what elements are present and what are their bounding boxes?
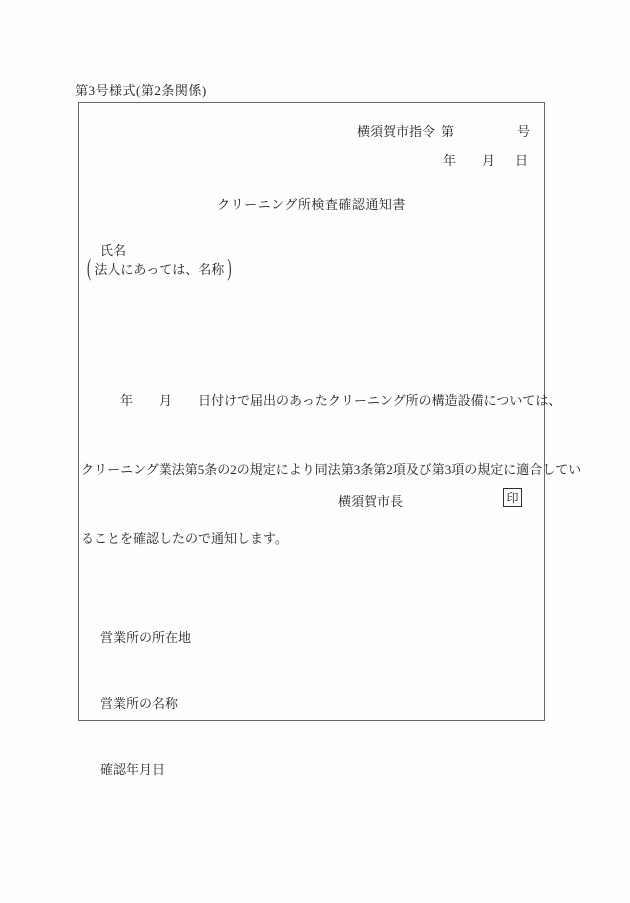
corporate-name-note bbox=[87, 254, 232, 282]
body-line-1: 年 月 日付けで届出のあったクリーニング所の構造設備については、 bbox=[81, 393, 562, 408]
seal-mark-text: 印 bbox=[506, 490, 519, 505]
directive-number-suffix: 号 bbox=[517, 124, 531, 139]
document-title: クリーニング所検査確認通知書 bbox=[217, 197, 406, 212]
recipient-name-label: 氏名 bbox=[100, 243, 127, 258]
business-name-label: 営業所の名称 bbox=[100, 696, 179, 711]
left-bracket-mark: ( bbox=[87, 253, 92, 281]
confirmation-date-label: 確認年月日 bbox=[100, 762, 166, 777]
body-line-2: クリーニング業法第5条の2の規定により同法第3条第2項及び第3項の規定に適合してい bbox=[81, 462, 582, 477]
footer-fields bbox=[100, 583, 191, 825]
notification-body bbox=[81, 343, 582, 596]
issue-date-month-label: 月 bbox=[482, 153, 496, 168]
body-line-3: ることを確認したので通知します。 bbox=[81, 531, 288, 546]
signer-name-label: 横須賀市長 bbox=[338, 494, 404, 509]
document-frame bbox=[78, 102, 582, 777]
form-number-label: 第3号様式(第2条関係) bbox=[75, 83, 207, 98]
issue-date-day-label: 日 bbox=[515, 153, 529, 168]
directive-number-prefix: 第 bbox=[441, 124, 455, 139]
issue-date-year-label: 年 bbox=[443, 153, 457, 168]
right-bracket-mark: ) bbox=[227, 253, 232, 281]
directive-agency-label: 横須賀市指令 bbox=[357, 124, 436, 139]
corporate-name-note-text: 法人にあっては、名称 bbox=[94, 261, 225, 277]
business-address-label: 営業所の所在地 bbox=[100, 630, 192, 645]
seal-mark bbox=[503, 488, 522, 507]
